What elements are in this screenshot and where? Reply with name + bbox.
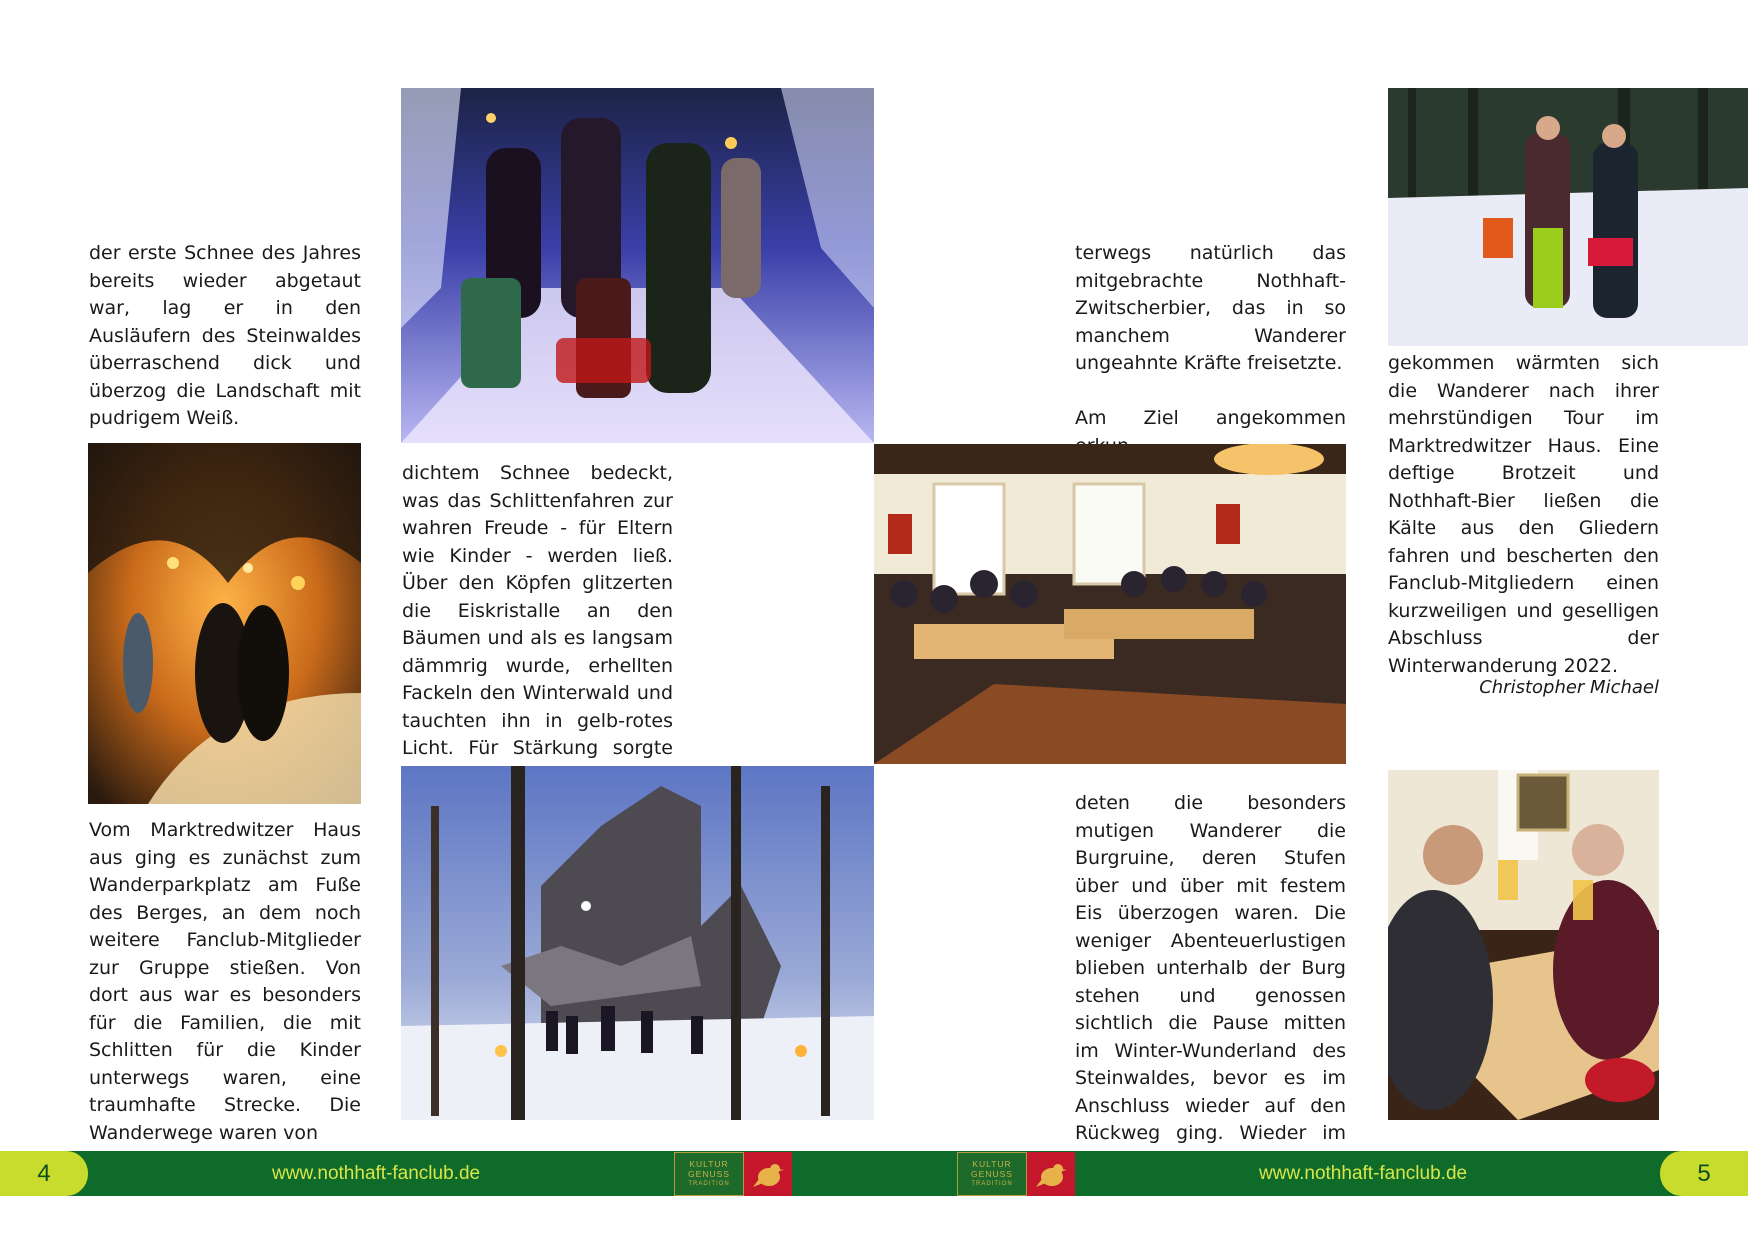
page-number-left: 4 xyxy=(0,1151,88,1196)
paragraph: der erste Schnee des Jahres bereits wieder abgetaut war, lag er in den Ausläufern des Steinwaldes überraschend dick und überzog die Landschaft mit pudrigem Weiß. xyxy=(89,242,361,429)
logo-line: GENUSS xyxy=(688,1169,730,1179)
p4-text-col1-top xyxy=(89,240,361,433)
page-number-right: 5 xyxy=(1660,1151,1748,1196)
castle-ruin-photo xyxy=(401,766,874,1120)
paragraph: dichtem Schnee bedeckt, was das Schlittenfahren zur wahren Freude - für Eltern wie Kinder - werden ließ. Über den Köpfen glitzerten die Eiskristalle an den Bäumen und als es langsam dämmrig wurde, erhellten Fackeln den Winterwald und tauchten ihn in gelb-rotes Licht. Für Stärkung sorgte xyxy=(402,462,673,759)
paragraph: gekommen wärmten sich die Wanderer nach ihrer mehrstündigen Tour im Marktredwitzer Haus. Eine deftige Brotzeit und Nothhaft-Bier ließen die Kälte aus den Gliedern fahren und bescherten den Fanclub-Mitgliedern einen kurzweiligen und geselligen Abschluss der Winterwanderung 2022. xyxy=(1388,352,1659,677)
author-signature: Christopher Michael xyxy=(1479,677,1659,698)
bird-icon xyxy=(1027,1152,1075,1196)
footer-bar xyxy=(0,1151,1748,1196)
kultur-genuss-tradition-logo-right xyxy=(957,1152,1075,1196)
logo-line: TRADITION xyxy=(688,1181,730,1187)
footer-url-right[interactable]: www.nothhaft-fanclub.de xyxy=(1259,1163,1468,1184)
p4-text-col1-bottom xyxy=(89,817,361,1147)
tavern-group-photo xyxy=(874,444,1346,764)
sledding-night-family-photo xyxy=(401,88,874,443)
paragraph: deten die besonders mutigen Wanderer die Burgruine, deren Stufen über und über mit festem Eis überzogen waren. Die weniger Abenteuerlustigen blieben unterhalb der Burg stehen und genossen sichtlich die Pause mitten im Winter-Wunderland des Steinwaldes, bevor es im Anschluss wieder auf den Rückweg ging. Wieder im xyxy=(1075,792,1346,1144)
logo-line: TRADITION xyxy=(971,1181,1013,1187)
footer-url-left[interactable]: www.nothhaft-fanclub.de xyxy=(272,1163,481,1184)
paragraph: Vom Marktredwitzer Haus aus ging es zunächst zum Wanderparkplatz am Fuße des Berges, an dem noch weitere Fanclub-Mitglieder zur Gruppe stießen. Von dort aus war es besonders für die Familien, die mit Schlitten für die Kinder unterwegs waren, eine traumhafte Strecke. Die Wanderwege waren von xyxy=(89,819,361,1144)
couple-beer-photo xyxy=(1388,770,1659,1120)
snowy-path-sled-photo xyxy=(1388,88,1748,346)
p4-text-col2-mid xyxy=(402,460,673,790)
logo-line: GENUSS xyxy=(971,1169,1013,1179)
kultur-genuss-tradition-logo-left xyxy=(674,1152,792,1196)
logo-line: KULTUR xyxy=(972,1159,1012,1169)
logo-line: KULTUR xyxy=(689,1159,729,1169)
paragraph: Am Ziel angekommen xyxy=(1075,407,1346,429)
p5-text-col1-bottom xyxy=(1075,790,1346,1175)
paragraph: terwegs natürlich das mitgebrachte Nothhaft-Zwitscherbier, das in so manchem Wanderer ungeahnte Kräfte freisetzte. xyxy=(1075,242,1346,374)
torch-walk-photo xyxy=(88,443,361,804)
bird-icon xyxy=(744,1152,792,1196)
p5-text-col2 xyxy=(1388,350,1659,680)
p5-text-col1-top xyxy=(1075,240,1346,460)
